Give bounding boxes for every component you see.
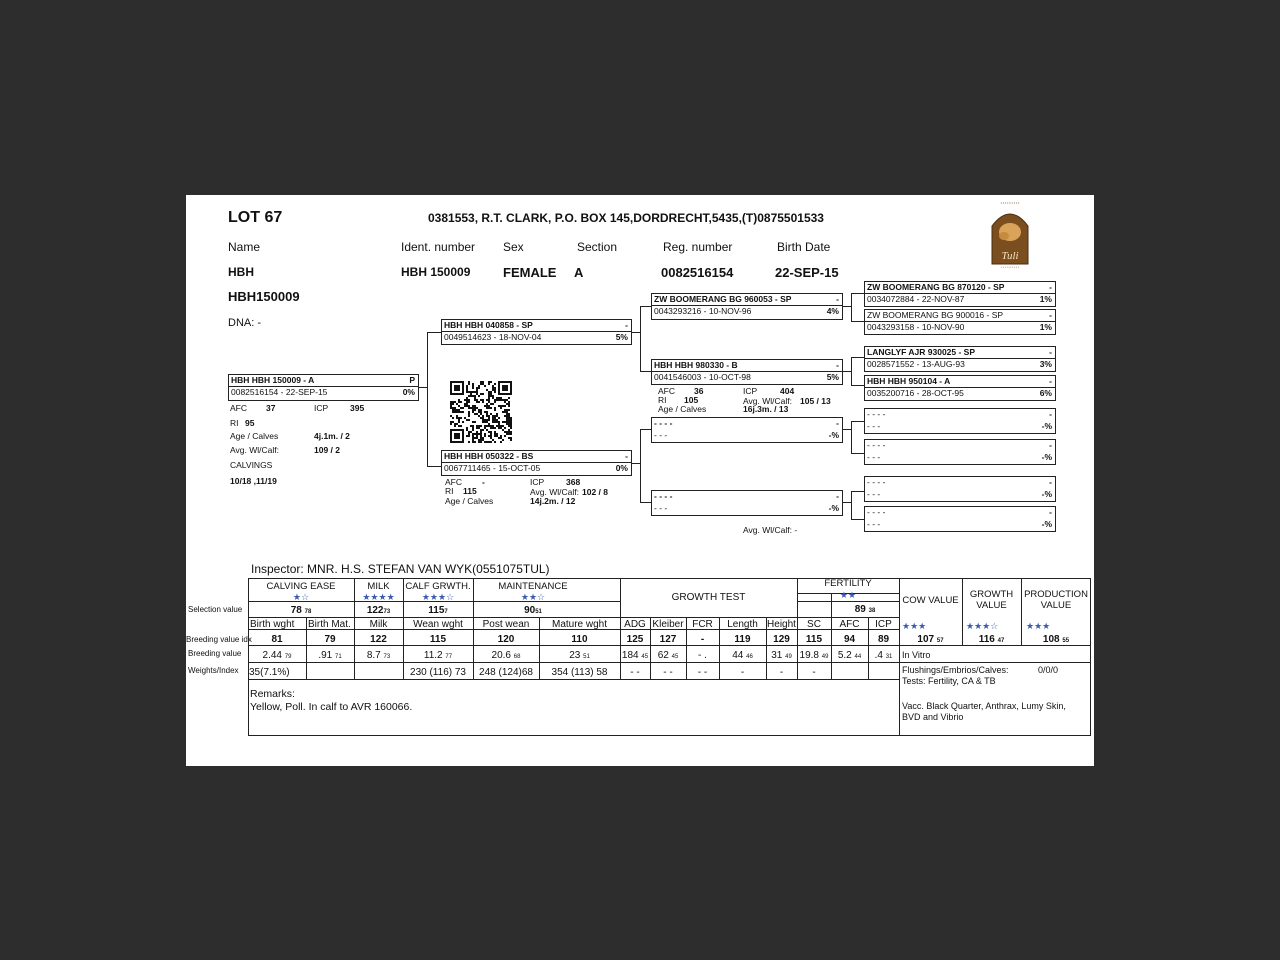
col-header-7: Kleiber [652, 619, 684, 630]
breeding-value-idx-label: Breeding value idx [186, 635, 252, 644]
dam-avg-label: Avg. Wl/Calf: [530, 487, 579, 497]
growth-value-stars: ★★★☆ [966, 621, 999, 631]
dam-sire-box: - - - - - - - - -% [651, 417, 843, 443]
dam-line-avg: Avg. Wl/Calf: - [743, 525, 798, 535]
animal-calvings-label: CALVINGS [230, 460, 273, 470]
breeding-value-label: Breeding value [188, 649, 242, 658]
col-header-2: Milk [369, 619, 388, 630]
animal-reg-date: 0082516154 - 22-SEP-15 [231, 387, 328, 397]
sire-sire-box: ZW BOOMERANG BG 960053 - SP - 0043293216 - 10-NOV-96 4% [651, 293, 843, 320]
bv-cell-3: 11.2 77 [423, 650, 453, 661]
calf-growth-stars: ★★★☆ [421, 592, 455, 602]
g3-box-1: ZW BOOMERANG BG 870120 - SP - 0034072884 - 22-NOV-87 1% [864, 281, 1056, 307]
bv-cell-0: 2.44 79 [262, 650, 292, 661]
sd-icp-label: ICP [743, 386, 758, 396]
animal-avg-label: Avg. Wl/Calf: [230, 445, 279, 455]
bvi-cell-7: 127 [659, 634, 677, 645]
flushings-label: Flushings/Embrios/Calves: [902, 665, 1009, 675]
col-header-12: AFC [839, 619, 860, 630]
in-vitro: In Vitro [902, 650, 931, 660]
sd-afc: 36 [694, 386, 704, 396]
col-header-3: Wean wght [413, 619, 463, 630]
col-header-0: Birth wght [250, 619, 295, 630]
wi-cell-8: - - [697, 667, 708, 678]
weights-index-label: Weights/Index [188, 666, 239, 675]
fertility-stars: ★★ [839, 590, 857, 600]
svg-text:• • • • • • • • •: • • • • • • • • • [1000, 201, 1020, 205]
production-value: 108 55 [1042, 634, 1070, 645]
dam-icp-label: ICP [530, 477, 545, 487]
sire-dam-box: HBH HBH 980330 - B - 0041546003 - 10-OCT-98 5% [651, 359, 843, 385]
col-header-10: Height [767, 619, 796, 630]
bvi-cell-13: 89 [877, 634, 890, 645]
g3-box-6: - - - - - - - - -% [864, 439, 1056, 465]
vaccinations-line-2: BVD and Vibrio [902, 712, 964, 722]
bvi-cell-10: 129 [773, 634, 790, 645]
remarks-label: Remarks: [250, 688, 295, 700]
bvi-cell-12: 94 [843, 634, 856, 645]
wi-cell-3: 230 (116) 73 [410, 667, 466, 678]
bvi-cell-2: 122 [370, 634, 387, 645]
selection-value-label: Selection value [188, 605, 243, 614]
animal-flag: P [409, 375, 415, 385]
g3-box-5: - - - - - - - - -% [864, 408, 1056, 434]
dam-dam-box: - - - - - - - - -% [651, 490, 843, 516]
animal-calvings: 10/18 ,11/19 [230, 476, 277, 486]
birth-label: Birth Date [777, 240, 831, 254]
calf-growth-header: CALF GRWTH. [405, 581, 471, 592]
g3-box-7: - - - - - - - - -% [864, 476, 1056, 502]
bvi-cell-8: - [700, 634, 705, 645]
cow-value-header: COW VALUE [902, 595, 959, 606]
calving-ease-header: CALVING EASE [266, 581, 336, 592]
bv-cell-11: 19.8 49 [799, 650, 829, 661]
sex-value: FEMALE [503, 265, 557, 280]
section-value: A [574, 265, 584, 280]
milk-header: MILK [367, 581, 390, 592]
sel-milk: 12273 [366, 605, 391, 616]
animal-ri-label: RI [230, 418, 239, 428]
growth-value: 116 47 [978, 634, 1005, 645]
ident-label: Ident. number [401, 240, 476, 254]
logo-text: Tuli [1001, 250, 1019, 262]
bv-cell-2: 8.7 73 [366, 650, 391, 661]
col-header-9: Length [727, 619, 758, 630]
sd-ri: 105 [684, 395, 699, 405]
section-label: Section [577, 240, 618, 254]
bv-cell-13: .4 31 [874, 650, 893, 661]
g3-box-2: ZW BOOMERANG BG 900016 - SP - 0043293158 - 10-NOV-90 1% [864, 309, 1056, 335]
dam-ri: 115 [463, 486, 477, 496]
bvi-cell-6: 125 [626, 634, 644, 645]
wi-cell-6: - - [630, 667, 640, 678]
col-header-11: SC [807, 619, 821, 630]
svg-text:• • • • • • • • • •: • • • • • • • • • • [1000, 265, 1020, 269]
qr-code [450, 381, 512, 443]
reg-value: 0082516154 [661, 265, 734, 280]
dam-afc-label: AFC [445, 477, 462, 487]
bv-cell-6: 184 45 [621, 650, 649, 661]
milk-stars: ★★★★ [362, 592, 395, 602]
dam-avg: 102 / 8 [582, 487, 608, 497]
bvi-cell-11: 115 [805, 634, 823, 645]
bvi-cell-9: 119 [734, 634, 751, 645]
sd-avg-label: Avg. Wl/Calf: [743, 396, 792, 406]
g3-box-8: - - - - - - - - -% [864, 506, 1056, 532]
wi-cell-4: 248 (124)68 [479, 667, 533, 678]
animal-pedigree-box [228, 374, 419, 401]
birth-value: 22-SEP-15 [775, 265, 839, 280]
reg-label: Reg. number [663, 240, 733, 254]
calving-ease-stars: ★☆ [292, 592, 310, 602]
g3-box-3: LANGLYF AJR 930025 - SP - 0028571552 - 13-AUG-93 3% [864, 346, 1056, 372]
dam-pedigree-box: HBH HBH 050322 - BS - 0067711465 - 15-OCT-05 0% [441, 450, 632, 476]
sel-calving: 78 78 [290, 605, 312, 616]
sd-ri-label: RI [658, 395, 667, 405]
bvi-cell-0: 81 [271, 634, 283, 645]
animal-icp-label: ICP [314, 403, 329, 413]
col-header-1: Birth Mat. [308, 619, 351, 630]
col-header-6: ADG [624, 619, 646, 630]
bv-cell-12: 5.2 44 [837, 650, 862, 661]
growth-value-header: GROWTH VALUE [969, 589, 1014, 611]
sel-calf: 1157 [428, 605, 448, 616]
name-label: Name [228, 240, 261, 254]
sire-pedigree-box: HBH HBH 040858 - SP - 0049514623 - 18-NOV-04 5% [441, 319, 632, 345]
col-header-4: Post wean [482, 619, 530, 630]
sd-age: 16j.3m. / 13 [743, 404, 789, 414]
owner-info: 0381553, R.T. CLARK, P.O. BOX 145,DORDRECHT,5435,(T)0875501533 [428, 211, 824, 225]
bv-cell-4: 20.6 68 [491, 650, 521, 661]
dam-icp: 368 [566, 477, 581, 487]
cow-value-stars: ★★★ [902, 621, 927, 631]
bv-cell-7: 62 45 [657, 650, 679, 661]
sel-fertility: 89 38 [854, 604, 876, 615]
wi-cell-9: - [740, 667, 745, 678]
lot-number: LOT 67 [228, 209, 283, 226]
production-value-stars: ★★★ [1026, 621, 1051, 631]
animal-avg: 109 / 2 [314, 445, 340, 455]
maintenance-header: MAINTENANCE [498, 581, 568, 592]
growth-test-header: GROWTH TEST [671, 592, 746, 603]
bv-cell-10: 31 49 [771, 650, 792, 661]
dna-status: DNA: - [228, 317, 261, 329]
animal-title: HBH HBH 150009 - A [231, 375, 315, 385]
bvi-cell-3: 115 [429, 634, 447, 645]
dam-age-label: Age / Calves [445, 496, 494, 506]
bvi-cell-4: 120 [497, 634, 515, 645]
sel-maint: 9051 [524, 605, 542, 616]
inspector: Inspector: MNR. H.S. STEFAN VAN WYK(0551075TUL) [251, 562, 550, 576]
tests-info: Tests: Fertility, CA & TB [902, 676, 996, 686]
remarks-text: Yellow, Poll. In calf to AVR 160066. [250, 701, 413, 713]
production-value-header: PRODUCTION VALUE [1024, 589, 1088, 611]
bvi-cell-1: 79 [324, 634, 336, 645]
col-header-8: FCR [692, 619, 713, 630]
flushings-value: 0/0/0 [1038, 665, 1059, 675]
name-value: HBH [228, 265, 254, 279]
sd-icp: 404 [780, 386, 795, 396]
g3-box-4: HBH HBH 950104 - A - 0035200716 - 28-OCT-95 6% [864, 375, 1056, 401]
wi-cell-7: - - [663, 667, 673, 678]
sd-avg: 105 / 13 [800, 396, 831, 406]
sd-afc-label: AFC [658, 386, 675, 396]
animal-icp: 395 [350, 403, 365, 413]
bv-cell-5: 23 51 [569, 650, 590, 661]
col-header-5: Mature wght [551, 619, 608, 630]
animal-afc-label: AFC [230, 403, 247, 413]
bv-cell-8: - . [698, 650, 707, 661]
bvi-cell-5: 110 [571, 634, 588, 645]
bv-cell-1: .91 71 [318, 650, 342, 661]
fertility-header: FERTILITY [824, 578, 872, 589]
animal-afc: 37 [266, 403, 276, 413]
dam-age: 14j.2m. / 12 [530, 496, 576, 506]
wi-cell-5: 354 (113) 58 [551, 667, 608, 678]
dam-afc: - [482, 477, 485, 487]
wi-cell-10: - [779, 667, 784, 678]
wi-cell-11: - [812, 667, 816, 678]
sex-label: Sex [503, 240, 524, 254]
name-code: HBH150009 [228, 289, 300, 304]
animal-pct: 0% [402, 387, 415, 397]
cow-value: 107 57 [917, 634, 944, 645]
col-header-13: ICP [875, 619, 892, 630]
animal-age-label: Age / Calves [230, 431, 279, 441]
sd-age-label: Age / Calves [658, 404, 707, 414]
bv-cell-9: 44 46 [732, 650, 753, 661]
vaccinations-line-1: Vacc. Black Quarter, Anthrax, Lumy Skin, [902, 701, 1066, 711]
animal-ri: 95 [245, 418, 255, 428]
wi-cell-0: 35(7.1%) [249, 667, 290, 678]
tuli-logo [986, 198, 1034, 270]
pedigree-document [186, 195, 1094, 766]
ident-value: HBH 150009 [401, 265, 471, 279]
dam-ri-label: RI [445, 486, 454, 496]
maintenance-stars: ★★☆ [520, 592, 546, 602]
animal-age: 4j.1m. / 2 [314, 431, 350, 441]
